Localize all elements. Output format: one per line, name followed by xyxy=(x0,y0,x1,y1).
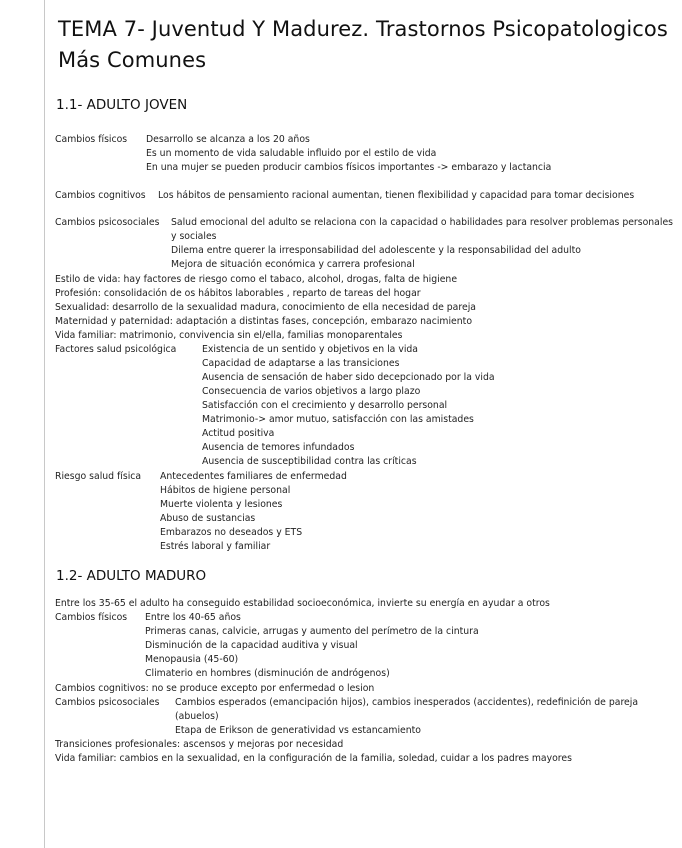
list-item: Ausencia de temores infundados xyxy=(202,442,355,453)
line-cognitivos-maduro: Cambios cognitivos: no se produce excepto por enfermedad o lesion xyxy=(55,683,375,694)
list-item: Existencia de un sentido y objetivos en la vida xyxy=(202,344,419,355)
list-item: Satisfacción con el crecimiento y desarrollo personal xyxy=(202,400,448,411)
list-item: Ausencia de sensación de haber sido decepcionado por la vida xyxy=(202,372,495,383)
list-item: Matrimonio-> amor mutuo, satisfacción con las amistades xyxy=(202,414,474,425)
list-item: Ausencia de susceptibilidad contra las críticas xyxy=(202,456,417,467)
list-item: Hábitos de higiene personal xyxy=(160,485,291,496)
line-profesion: Profesión: consolidación de os hábitos laborables , reparto de tareas del hogar xyxy=(55,288,421,299)
label-cambios-psicosociales: Cambios psicosociales xyxy=(55,217,160,228)
list-item: Abuso de sustancias xyxy=(160,513,256,524)
list-item: Mejora de situación económica y carrera profesional xyxy=(171,259,415,270)
label-factores-salud: Factores salud psicológica xyxy=(55,344,177,355)
list-item: Capacidad de adaptarse a las transiciones xyxy=(202,358,400,369)
line-transiciones: Transiciones profesionales: ascensos y mejoras por necesidad xyxy=(55,739,344,750)
line-sexualidad: Sexualidad: desarrollo de la sexualidad madura, conocimiento de ella necesidad de pareja xyxy=(55,302,476,313)
line-intro-maduro: Entre los 35-65 el adulto ha conseguido estabilidad socioeconómica, invierte su energía en ayudar a otros xyxy=(55,598,550,609)
list-item: Entre los 40-65 años xyxy=(145,612,241,623)
label-cambios-cognitivos: Cambios cognitivos xyxy=(55,190,146,201)
list-item: Menopausia (45-60) xyxy=(145,654,239,665)
list-item: En una mujer se pueden producir cambios físicos importantes -> embarazo y lactancia xyxy=(146,162,552,173)
section-heading-adulto-maduro: 1.2- ADULTO MADURO xyxy=(56,568,207,584)
cognitivos-text: Los hábitos de pensamiento racional aumentan, tienen flexibilidad y capacidad para tomar decisiones xyxy=(158,190,635,201)
list-item: Climaterio en hombres (disminución de andrógenos) xyxy=(145,668,390,679)
line-estilo-vida: Estilo de vida: hay factores de riesgo como el tabaco, alcohol, drogas, falta de higiene xyxy=(55,274,458,285)
label-cambios-fisicos-maduro: Cambios físicos xyxy=(55,612,128,623)
list-item: Consecuencia de varios objetivos a largo plazo xyxy=(202,386,421,397)
page-title: TEMA 7- Juventud Y Madurez. Trastornos Psicopatologicos Más Comunes xyxy=(58,17,668,72)
label-riesgo-salud: Riesgo salud física xyxy=(55,471,142,482)
list-item: Desarrollo se alcanza a los 20 años xyxy=(146,134,310,145)
list-item: Salud emocional del adulto se relaciona con la capacidad o habilidades para resolver problemas personales xyxy=(171,217,674,228)
list-item: (abuelos) xyxy=(175,711,219,722)
label-cambios-psicosociales-maduro: Cambios psicosociales xyxy=(55,697,160,708)
list-item: Primeras canas, calvicie, arrugas y aumento del perímetro de la cintura xyxy=(145,626,479,637)
page-margin-line xyxy=(44,0,45,848)
list-item: Embarazos no deseados y ETS xyxy=(160,527,303,538)
list-item: Etapa de Erikson de generatividad vs estancamiento xyxy=(175,725,421,736)
list-item: Dilema entre querer la irresponsabilidad del adolescente y la responsabilidad del adulto xyxy=(171,245,581,256)
line-vida-familiar: Vida familiar: matrimonio, convivencia sin el/ella, familias monoparentales xyxy=(55,330,403,341)
list-item: Estrés laboral y familiar xyxy=(160,541,271,552)
list-item: Muerte violenta y lesiones xyxy=(160,499,283,510)
list-item: Actitud positiva xyxy=(202,428,275,439)
section-heading-adulto-joven: 1.1- ADULTO JOVEN xyxy=(56,97,188,113)
list-item: y sociales xyxy=(171,231,217,242)
list-item: Es un momento de vida saludable influido por el estilo de vida xyxy=(146,148,437,159)
label-cambios-fisicos: Cambios físicos xyxy=(55,134,128,145)
list-item: Cambios esperados (emancipación hijos), cambios inesperados (accidentes), redefinición de pareja xyxy=(175,697,639,708)
line-vida-familiar-maduro: Vida familiar: cambios en la sexualidad, en la configuración de la familia, soledad, cuidar a los padres mayores xyxy=(55,753,572,764)
list-item: Antecedentes familiares de enfermedad xyxy=(160,471,347,482)
line-maternidad: Maternidad y paternidad: adaptación a distintas fases, concepción, embarazo nacimiento xyxy=(55,316,473,327)
list-item: Disminución de la capacidad auditiva y visual xyxy=(145,640,358,651)
